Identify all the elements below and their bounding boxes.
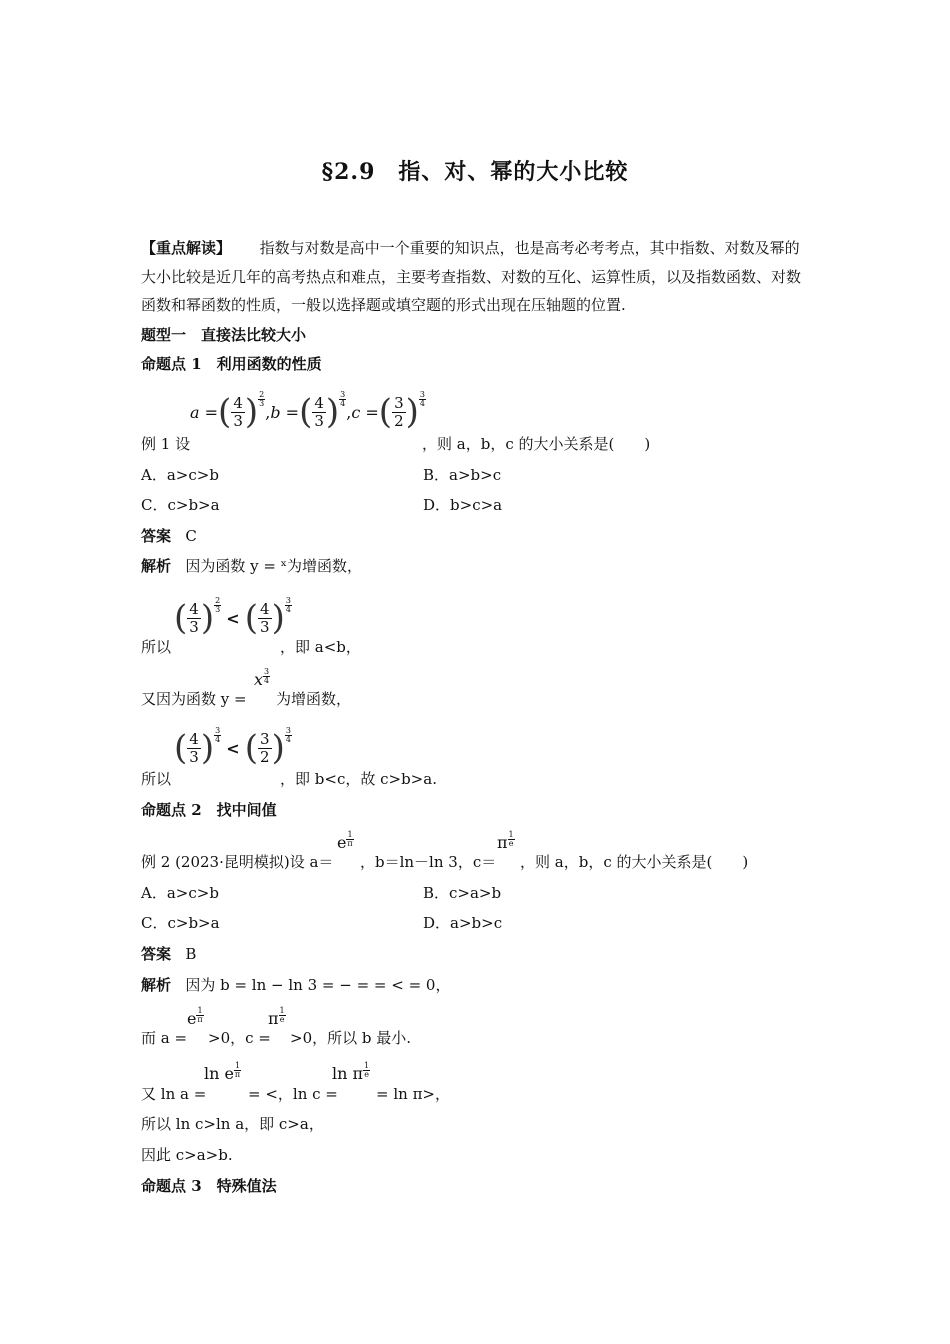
ex2-c-formula: π 1 e	[497, 830, 514, 852]
solution-label: 解析	[141, 976, 172, 994]
ex2-a-formula: e 1 π	[337, 830, 353, 852]
ex2-sol5: 因此 c>a>b.	[141, 1146, 233, 1164]
ex1-sol2-prefix: 所以	[141, 638, 172, 656]
ex1-formula: a = ( $\frac{4}{3}$ ) 2 3 , b = ( $\frac{4}{3}$ ) 3 4 , c = ( $\frac{3}{2}$ ) 3 4	[190, 389, 425, 432]
ex1-sol4-formula: ( $\frac{4}{3}$ ) 3 4 < ( $\frac{3}{2}$ ) 3 4	[174, 725, 291, 768]
answer-label: 答案	[141, 945, 172, 963]
ex2-sol3-lna: ln e 1 π	[204, 1061, 241, 1083]
ex1-suffix: ，则 a，b，c 的大小关系是( )	[422, 435, 651, 453]
ex2-sol3-mid: = <，ln c =	[248, 1085, 338, 1103]
ex1-sol4-prefix: 所以	[141, 770, 172, 788]
ex2-option-d: D．a>b>c	[423, 914, 503, 932]
ex1-sol3-formula: x 3 4	[254, 667, 270, 689]
ex1-option-d: D．b>c>a	[423, 496, 503, 514]
ex2-solution-1	[141, 974, 450, 996]
ex2-sol2-prefix: 而 a =	[141, 1029, 188, 1047]
ex2-option-c: C．c>b>a	[141, 914, 220, 932]
ex2-mid: ，b＝ln－ln 3，c＝	[360, 853, 497, 871]
ex2-sol2-c: π 1 e	[268, 1006, 285, 1028]
ex1-option-b: B．a>b>c	[423, 466, 502, 484]
ex2-sol4: 所以 ln c>ln a，即 c>a，	[141, 1115, 324, 1133]
ex1-answer	[141, 525, 197, 547]
solution-text: 因为 b = ln − ln 3 = − = = < = 0，	[185, 976, 451, 994]
ex1-sol4-suffix: ，即 b<c，故 c>b>a.	[280, 770, 437, 788]
solution-text: 因为函数 y = ˣ为增函数，	[185, 557, 363, 575]
answer-label: 答案	[141, 527, 172, 545]
answer-value: B	[185, 945, 197, 963]
ex2-option-b: B．c>a>b	[423, 884, 502, 902]
ex2-sol2-a: e 1 π	[187, 1006, 203, 1028]
ex1-sol3-suffix: 为增函数，	[276, 690, 352, 708]
answer-value: C	[185, 527, 197, 545]
ex2-answer	[141, 943, 196, 965]
ex2-suffix: ，则 a，b，c 的大小关系是( )	[520, 853, 749, 871]
intro-paragraph	[141, 234, 811, 320]
ex1-prefix: 例 1 设	[141, 435, 191, 453]
ex1-option-c: C．c>b>a	[141, 496, 220, 514]
point2-heading: 命题点 2 找中间值	[141, 801, 277, 819]
page-title: §2.9 指、对、幂的大小比较	[321, 159, 629, 185]
ex1-solution-1	[141, 555, 362, 577]
point1-heading: 命题点 1 利用函数的性质	[141, 355, 322, 373]
ex1-sol2-formula: ( $\frac{4}{3}$ ) 2 3 < ( $\frac{4}{3}$ ) 3 4	[174, 595, 291, 638]
ex2-sol2-suffix: >0，所以 b 最小.	[290, 1029, 412, 1047]
ex2-option-a: A．a>c>b	[141, 884, 219, 902]
solution-label: 解析	[141, 557, 172, 575]
ex2-sol2-mid: >0，c =	[208, 1029, 271, 1047]
ex2-sol3-prefix: 又 ln a =	[141, 1085, 207, 1103]
intro-label: 【重点解读】	[141, 239, 232, 257]
ex2-prefix: 例 2 (2023·昆明模拟)设 a＝	[141, 853, 334, 871]
ex1-sol3-prefix: 又因为函数 y =	[141, 690, 247, 708]
intro-text: 指数与对数是高中一个重要的知识点，也是高考必考考点，其中指数、对数及幂的大小比较是近几年的高考热点和难点，主要考查指数、对数的互化、运算性质，以及指数函数、对数函数和幂函数的性质，一般以选择题或填空题的形式出现在压轴题的位置.	[141, 239, 802, 314]
ex2-sol3-lnc: ln π 1 e	[332, 1061, 370, 1083]
type1-heading: 题型一 直接法比较大小	[141, 326, 307, 344]
ex1-option-a: A．a>c>b	[141, 466, 219, 484]
ex2-sol3-suffix: = ln π>，	[376, 1085, 450, 1103]
ex1-sol2-suffix: ，即 a<b，	[280, 638, 361, 656]
point3-heading: 命题点 3 特殊值法	[141, 1177, 277, 1195]
